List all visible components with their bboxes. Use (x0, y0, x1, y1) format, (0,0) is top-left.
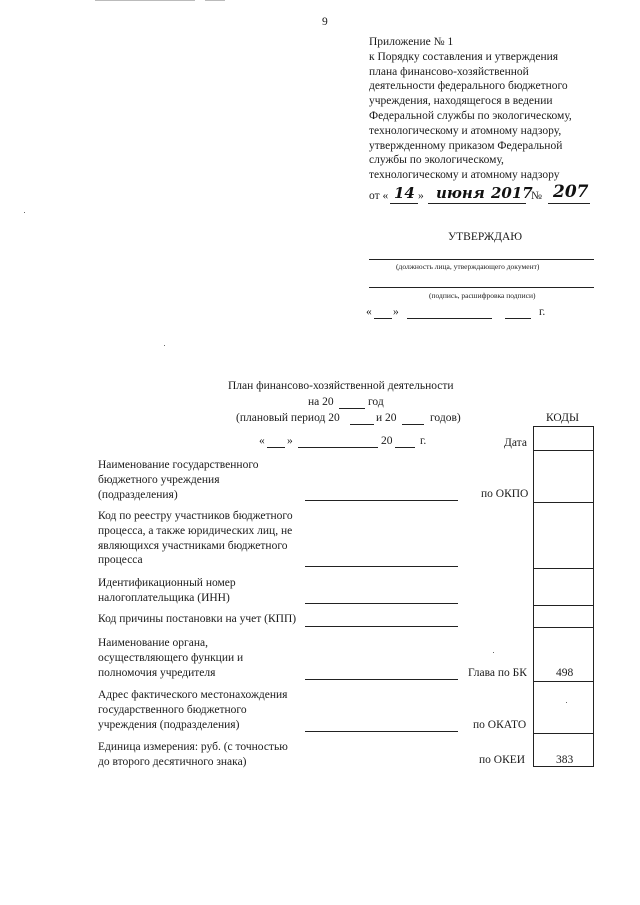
code-value-bk: 498 (556, 667, 574, 679)
approval-year-suffix: г. (539, 306, 546, 318)
appendix-line: технологическому и атомному надзору (369, 169, 560, 182)
field-registry-code (98, 509, 293, 568)
appendix-line: деятельности федерального бюджетного (369, 80, 568, 93)
scan-speck (493, 652, 494, 653)
order-date-prefix: от « (369, 190, 389, 202)
plan-date-close: » (287, 435, 293, 447)
plan-day-line (267, 447, 285, 448)
field-line: Код по реестру участников бюджетного (98, 510, 293, 522)
appendix-line: плана финансово-хозяйственной (369, 65, 529, 78)
code-cell-okei (533, 733, 594, 767)
field-line: налогоплательщика (ИНН) (98, 591, 230, 604)
scan-speck (24, 212, 25, 213)
approval-day-line (374, 318, 392, 319)
field-address (98, 688, 287, 732)
field-kpp (98, 612, 296, 627)
approval-month-line (407, 318, 492, 319)
approval-year-line (505, 318, 531, 319)
field-line: Идентификационный номер (98, 577, 236, 589)
field-line: учреждения (подразделения) (98, 718, 240, 731)
plan-year-line (339, 408, 365, 409)
plan-month-line (298, 447, 378, 448)
codes-header: КОДЫ (546, 412, 579, 424)
plan-period-line-1 (350, 424, 374, 425)
number-underline (548, 203, 590, 204)
plan-year-suffix: год (368, 396, 384, 408)
scan-artifact-line (205, 0, 225, 1)
approval-date-open: « (366, 306, 372, 318)
field-registry-code-line (305, 566, 458, 567)
field-line: до второго десятичного знака) (98, 755, 247, 768)
plan-date-year: 20 (381, 435, 393, 447)
code-cell-inn (533, 568, 594, 605)
handwritten-number: 207 (553, 182, 589, 202)
field-line: Адрес фактического местонахождения (98, 689, 288, 701)
day-underline (390, 203, 418, 204)
appendix-line: утвержденному приказом Федеральной (369, 139, 563, 152)
handwritten-month: июня (436, 184, 485, 202)
code-label-date: Дата (504, 437, 527, 449)
plan-period-line-2 (402, 424, 424, 425)
code-cell-bk (533, 627, 594, 681)
field-line: государственного бюджетного (98, 703, 247, 716)
field-unit (98, 740, 288, 770)
handwritten-year: 2017 (491, 184, 533, 202)
code-value-okei: 383 (556, 754, 574, 766)
field-line: являющихся участниками бюджетного (98, 539, 288, 552)
appendix-line: к Порядку составления и утверждения (369, 50, 559, 63)
plan-period-suffix: годов) (430, 412, 461, 424)
order-number-sign: № (531, 190, 542, 202)
field-line: процесса, а также юридических лиц, не (98, 524, 293, 537)
appendix-line: службы по экологическому, (369, 154, 504, 167)
appendix-title: Приложение № 1 (369, 36, 454, 48)
field-founder (98, 636, 243, 680)
field-line: Наименование органа, (98, 637, 208, 649)
field-line: Единица измерения: руб. (с точностью (98, 741, 288, 753)
plan-title: План финансово-хозяйственной деятельности (228, 380, 454, 392)
appendix-line: Федеральной службы по экологическому, (369, 109, 572, 122)
code-cell-date (533, 426, 594, 450)
field-line: полномочия учредителя (98, 666, 216, 679)
field-inn (98, 576, 236, 606)
approval-heading: УТВЕРЖДАЮ (448, 231, 523, 243)
code-label-okpo: по ОКПО (481, 488, 529, 500)
field-kpp-line (305, 626, 458, 627)
field-line: Код причины постановки на учет (КПП) (98, 613, 297, 625)
appendix-block (369, 35, 572, 183)
field-line: Наименование государственного (98, 459, 259, 471)
field-line: процесса (98, 554, 143, 567)
plan-year-line-2 (395, 447, 415, 448)
code-label-okato: по ОКАТО (473, 719, 527, 731)
code-cell-registry (533, 502, 594, 568)
field-institution-name-line (305, 500, 458, 501)
code-label-okei: по ОКЕИ (479, 754, 526, 766)
position-caption: (должность лица, утверждающего документ) (396, 262, 540, 271)
plan-period-and: и 20 (376, 412, 397, 424)
plan-date-g: г. (420, 435, 427, 447)
page-number: 9 (322, 16, 328, 28)
appendix-line: учреждения, находящегося в ведении (369, 95, 553, 108)
code-cell-okpo (533, 450, 594, 502)
field-founder-line (305, 679, 458, 680)
field-inn-line (305, 603, 458, 604)
plan-year-prefix: на 20 (308, 396, 334, 408)
approval-date-close: » (393, 306, 399, 318)
appendix-line: технологическому и атомному надзору, (369, 124, 562, 137)
handwritten-day: 14 (394, 184, 415, 202)
code-label-bk: Глава по БК (468, 667, 527, 679)
month-underline (428, 203, 526, 204)
code-cell-kpp (533, 605, 594, 627)
scan-speck (164, 345, 165, 346)
plan-date-open: « (259, 435, 265, 447)
scan-speck (566, 702, 567, 703)
scan-artifact-line (95, 0, 195, 1)
signature-caption: (подпись, расшифровка подписи) (429, 291, 536, 300)
field-line: (подразделения) (98, 488, 178, 501)
field-line: осуществляющего функции и (98, 651, 244, 664)
plan-period-prefix: (плановый период 20 (236, 412, 340, 424)
position-line (369, 259, 594, 260)
field-institution-name (98, 458, 259, 502)
order-date-close: » (418, 190, 424, 202)
field-line: бюджетного учреждения (98, 473, 220, 486)
signature-line (369, 287, 594, 288)
code-cell-okato (533, 681, 594, 733)
field-address-line (305, 731, 458, 732)
